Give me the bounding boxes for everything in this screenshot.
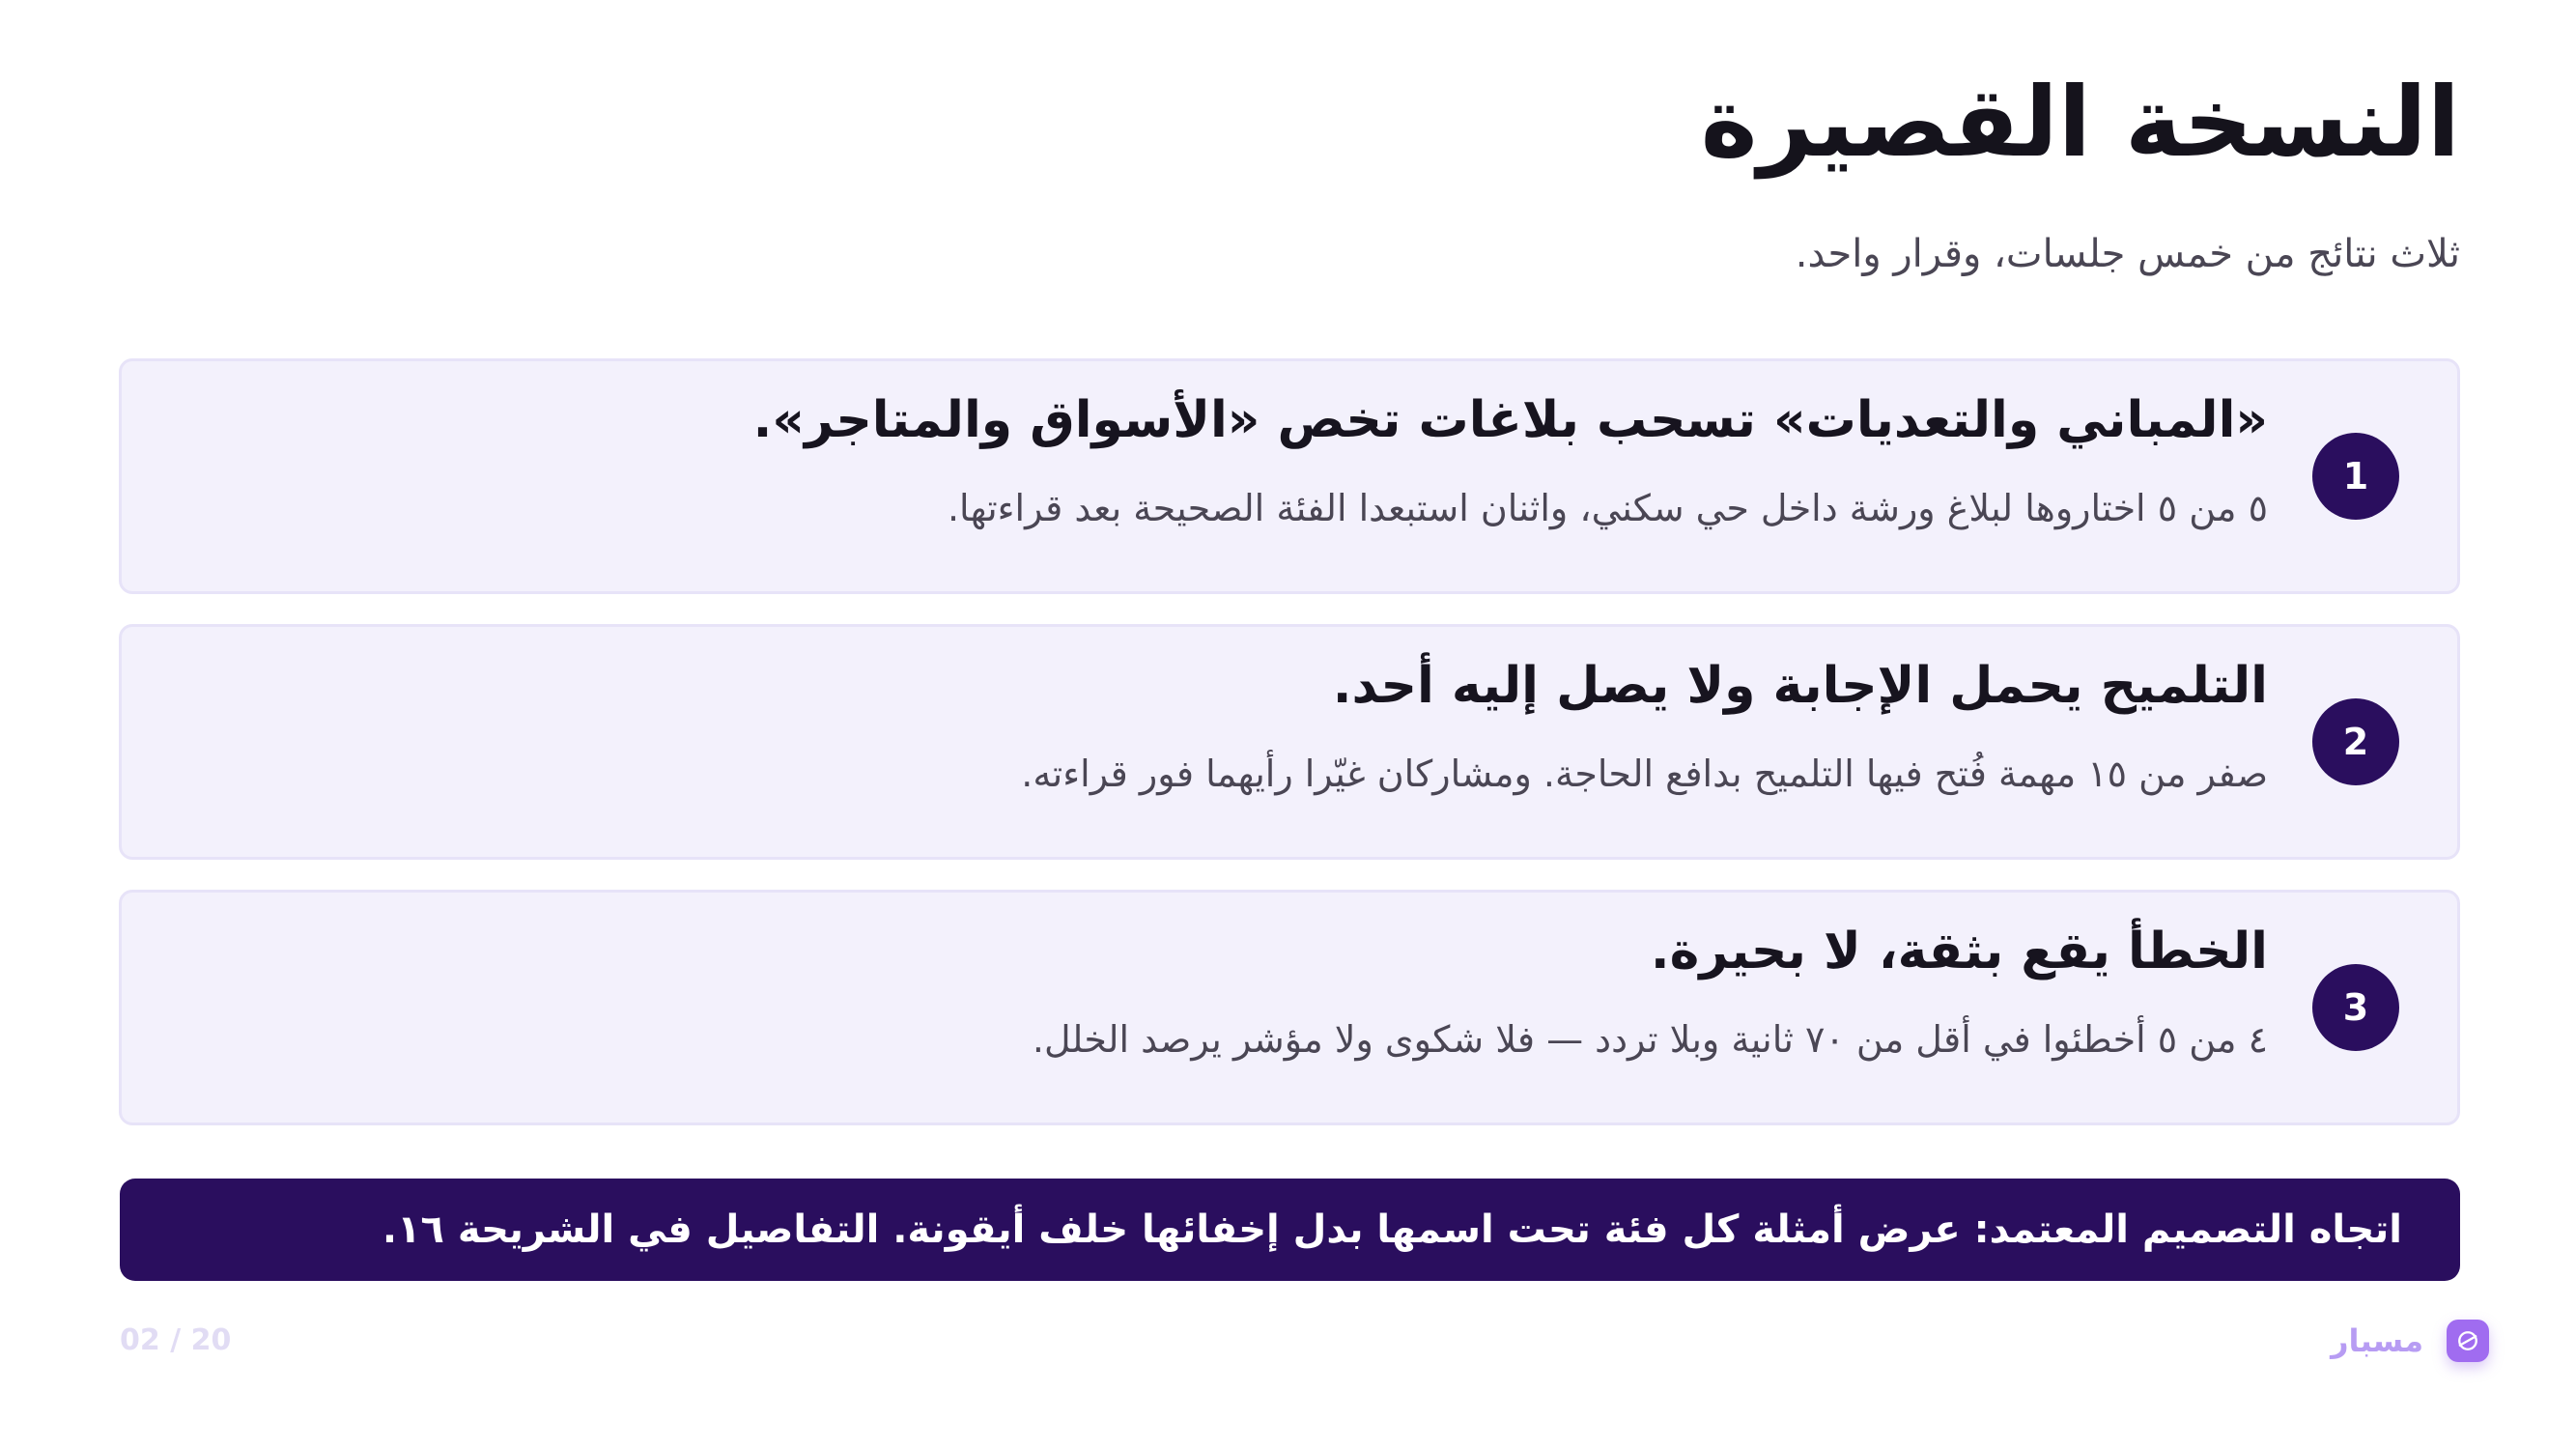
finding-text: ٥ من ٥ اختاروها لبلاغ ورشة داخل حي سكني، واثنان استبعدا الفئة الصحيحة بعد قراءتها. (947, 487, 2268, 529)
compass-logo-icon-glyph (2454, 1327, 2481, 1354)
finding-number-badge: 1 (2312, 433, 2399, 520)
page-title: النسخة القصيرة (1700, 66, 2460, 179)
compass-logo-icon (2447, 1320, 2489, 1362)
decision-banner-text: اتجاه التصميم المعتمد: عرض أمثلة كل فئة تحت اسمها بدل إخفائها خلف أيقونة. التفاصيل في الشريحة ١٦. (382, 1208, 2402, 1252)
finding-number-badge: 3 (2312, 964, 2399, 1051)
decision-banner (120, 1179, 2460, 1281)
brand (2331, 1320, 2489, 1362)
finding-card-3 (119, 890, 2460, 1125)
brand-name: مسبار (2331, 1322, 2423, 1359)
finding-title: التلميح يحمل الإجابة ولا يصل إليه أحد. (1332, 657, 2268, 715)
finding-number-badge: 2 (2312, 698, 2399, 785)
page-number: 02 / 20 (120, 1323, 232, 1357)
finding-text: ٤ من ٥ أخطئوا في أقل من ٧٠ ثانية وبلا تردد — فلا شكوى ولا مؤشر يرصد الخلل. (1032, 1018, 2268, 1061)
finding-text: صفر من ١٥ مهمة فُتح فيها التلميح بدافع الحاجة. ومشاركان غيّرا رأيهما فور قراءته. (1021, 753, 2268, 795)
finding-title: «المباني والتعديات» تسحب بلاغات تخص «الأسواق والمتاجر». (752, 391, 2268, 449)
finding-card-2 (119, 624, 2460, 860)
page-subtitle: ثلاث نتائج من خمس جلسات، وقرار واحد. (1795, 232, 2460, 276)
finding-title: الخطأ يقع بثقة، لا بحيرة. (1650, 923, 2268, 980)
finding-card-1 (119, 358, 2460, 594)
